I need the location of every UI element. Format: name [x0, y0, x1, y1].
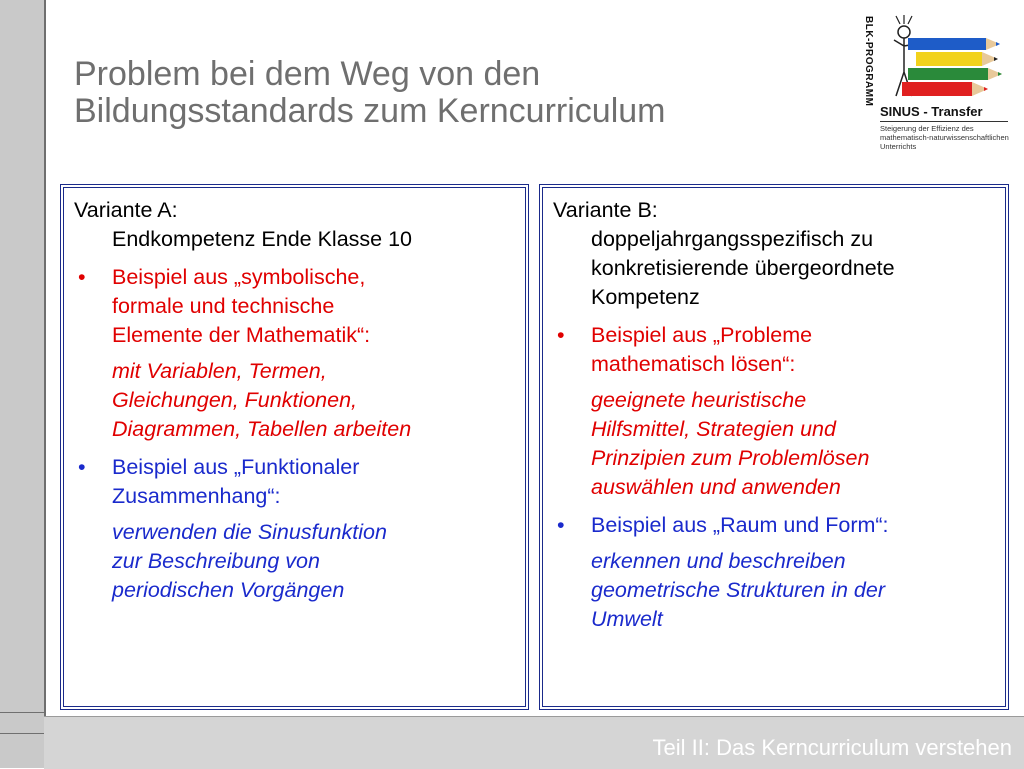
example-line: periodischen Vorgängen: [112, 578, 345, 602]
variant-b-bullet-2: [553, 511, 995, 540]
variant-a-example-1: [74, 357, 515, 444]
variant-b-heading: [553, 196, 995, 312]
slide-title-line-2: Bildungsstandards zum Kerncurriculum: [74, 92, 666, 130]
logo-subtitle: [880, 124, 1010, 151]
bullet-dot: •: [557, 513, 565, 537]
example-line: mit Variablen, Termen,: [112, 359, 327, 383]
example-line: Diagrammen, Tabellen arbeiten: [112, 417, 412, 441]
example-line: erkennen und beschreiben: [591, 549, 846, 573]
variant-b-example-1: [553, 386, 995, 502]
footer-bar: [44, 716, 1024, 769]
bullet-line: Zusammenhang“:: [112, 484, 281, 508]
bullet-line: mathematisch lösen“:: [591, 352, 796, 376]
bullet-line: Beispiel aus „Probleme: [591, 323, 813, 347]
example-line: verwenden die Sinusfunktion: [112, 520, 387, 544]
footer-text: Teil II: Das Kerncurriculum verstehen: [652, 735, 1012, 760]
variant-b-subtitle-line-1: doppeljahrgangsspezifisch zu: [591, 227, 874, 251]
example-line: Umwelt: [591, 607, 663, 631]
slide-title-line-1: Problem bei dem Weg von den: [74, 55, 541, 93]
bullet-dot: •: [78, 455, 86, 479]
logo-subtitle-line-2: mathematisch-naturwissenschaftlichen: [880, 133, 1009, 142]
example-line: zur Beschreibung von: [112, 549, 320, 573]
variant-a-example-2: [74, 518, 515, 605]
variant-b-subtitle-line-2: konkretisierende übergeordnete: [591, 256, 895, 280]
bullet-line: formale und technische: [112, 294, 335, 318]
variant-a-subtitle: Endkompetenz Ende Klasse 10: [112, 227, 413, 251]
variant-a-title: Variante A:: [74, 198, 178, 222]
example-line: auswählen und anwenden: [591, 475, 841, 499]
slide-title: [74, 56, 834, 130]
bullet-line: Elemente der Mathematik“:: [112, 323, 371, 347]
bullet-dot: •: [557, 323, 565, 347]
logo-subtitle-line-3: Unterrichts: [880, 142, 917, 151]
bullet-line: Beispiel aus „symbolische,: [112, 265, 366, 289]
logo-name: SINUS - Transfer: [880, 104, 983, 119]
variant-b-title: Variante B:: [553, 198, 658, 222]
logo-vertical-text: BLK-PROGRAMM: [863, 16, 874, 107]
example-line: Prinzipien zum Problemlösen: [591, 446, 870, 470]
variant-a-heading: [74, 196, 515, 254]
variant-b-panel: [539, 184, 1009, 710]
logo-subtitle-line-1: Steigerung der Effizienz des: [880, 124, 974, 133]
variant-a-bullet-2: [74, 453, 515, 511]
left-strip-notch: [0, 712, 44, 734]
example-line: Hilfsmittel, Strategien und: [591, 417, 836, 441]
bullet-line: Beispiel aus „Raum und Form“:: [591, 513, 889, 537]
variant-a-panel: [60, 184, 529, 710]
logo-divider: [880, 121, 1008, 122]
example-line: geeignete heuristische: [591, 388, 807, 412]
variant-a-bullet-1: [74, 263, 515, 350]
variant-b-subtitle-line-3: Kompetenz: [591, 285, 700, 309]
bullet-line: Beispiel aus „Funktionaler: [112, 455, 360, 479]
left-sidebar-strip: [0, 0, 46, 768]
bullet-dot: •: [78, 265, 86, 289]
variant-b-bullet-1: [553, 321, 995, 379]
example-line: geometrische Strukturen in der: [591, 578, 885, 602]
example-line: Gleichungen, Funktionen,: [112, 388, 358, 412]
variant-b-example-2: [553, 547, 995, 634]
